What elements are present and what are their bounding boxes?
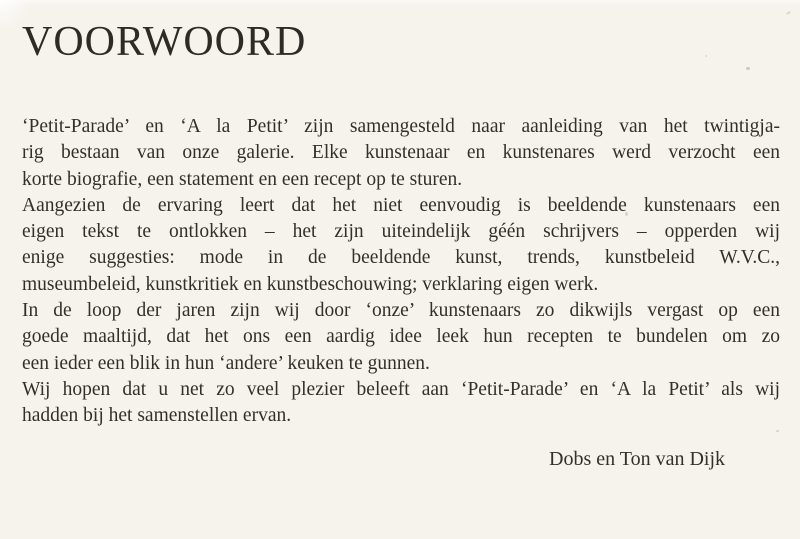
body-line: eigen tekst te ontlokken – het zijn uiteindelijk géén schrijvers – opperden wij — [22, 221, 780, 243]
scan-speck — [786, 11, 791, 15]
page-title: VOORWOORD — [22, 19, 307, 65]
body-line: In de loop der jaren zijn wij door ‘onze’ kunstenaars zo dikwijls vergast op een — [22, 300, 780, 322]
body-line: ‘Petit-Parade’ en ‘A la Petit’ zijn samengesteld naar aanleiding van het twintigja- — [22, 116, 780, 137]
body-line: hadden bij het samenstellen ervan. — [22, 405, 292, 427]
signature: Dobs en Ton van Dijk — [549, 448, 725, 470]
scan-speck — [746, 67, 750, 70]
foreword-body — [22, 114, 780, 430]
body-line: korte biografie, een statement en een recept op te sturen. — [22, 168, 463, 190]
body-line: Aangezien de ervaring leert dat het niet eenvoudig is beeldende kunstenaars een — [22, 194, 780, 216]
scan-speck — [456, 235, 458, 240]
scan-speck — [625, 212, 628, 216]
body-line: museumbeleid, kunstkritiek en kunstbeschouwing; verklaring eigen werk. — [22, 273, 599, 295]
body-line: Wij hopen dat u net zo veel plezier beleeft aan ‘Petit-Parade’ en ‘A la Petit’ als wij — [22, 378, 780, 400]
scan-speck — [776, 430, 779, 432]
body-line: een ieder een blik in hun ‘andere’ keuken te gunnen. — [22, 352, 430, 374]
body-line: goede maaltijd, dat het ons een aardig idee leek hun recepten te bundelen om zo — [22, 326, 780, 348]
scan-speck — [705, 55, 707, 57]
body-line: rig bestaan van onze galerie. Elke kunstenaar en kunstenares werd verzocht een — [22, 142, 780, 164]
body-line: enige suggesties: mode in de beeldende kunst, trends, kunstbeleid W.V.C., — [22, 247, 780, 269]
